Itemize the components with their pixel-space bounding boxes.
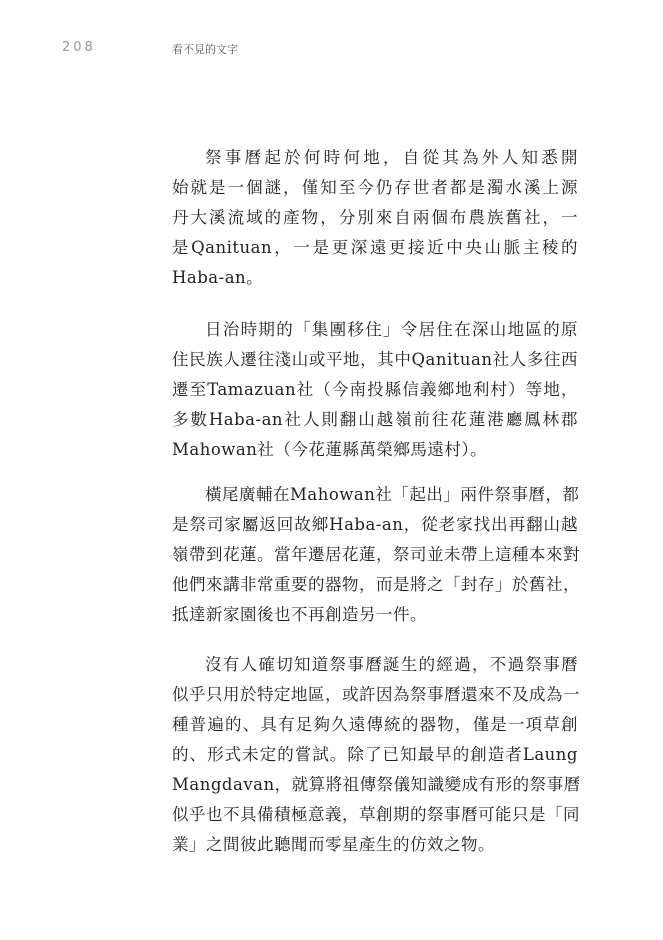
text-line: 丹大溪流域的產物，分別來自兩個布農族舊社，一 [172, 208, 578, 227]
text-line: 住民族人遷往淺山或平地，其中Qanituan社人多往西 [172, 350, 578, 369]
text-line: 他們來講非常重要的器物，而是將之「封存」於舊社， [172, 575, 580, 594]
paragraph [172, 143, 578, 293]
text-line: 祭事曆起於何時何地，自從其為外人知悉開 [205, 148, 578, 167]
text-line: 似乎只用於特定地區，或許因為祭事曆還來不及成為一 [172, 685, 580, 704]
running-title: 看不見的文字 [172, 43, 238, 56]
text-line: 嶺帶到花蓮。當年遷居花蓮，祭司並未帶上這種本來對 [172, 545, 580, 564]
text-line: 橫尾廣輔在Mahowan社「起出」兩件祭事曆，都 [205, 485, 580, 504]
text-line: 沒有人確切知道祭事曆誕生的經過，不過祭事曆 [205, 655, 578, 674]
text-line: 始就是一個謎，僅知至今仍存世者都是濁水溪上源 [172, 178, 578, 197]
text-line: 是Qanituan，一是更深遠更接近中央山脈主稜的 [172, 238, 578, 257]
text-line: Haba-an。 [172, 268, 264, 287]
text-line: 是祭司家屬返回故鄉Haba-an，從老家找出再翻山越 [172, 515, 578, 534]
paragraph [172, 650, 581, 860]
paragraph [172, 480, 578, 630]
text-line: 日治時期的「集團移住」令居住在深山地區的原 [205, 320, 578, 339]
text-line: 抵達新家園後也不再創造另一件。 [172, 605, 427, 624]
text-line: Mahowan社（今花蓮縣萬榮鄉馬遠村）。 [172, 440, 488, 459]
text-line: 的、形式未定的嘗試。除了已知最早的創造者Laung [172, 745, 578, 764]
page-number: 208 [62, 40, 96, 55]
text-line: 業」之間彼此聽聞而零星產生的仿效之物。 [172, 835, 495, 854]
text-line: 種普遍的、具有足夠久遠傳統的器物，僅是一項草創 [172, 715, 578, 734]
text-line: 遷至Tamazuan社（今南投縣信義鄉地利村）等地， [172, 380, 578, 399]
text-line: 似乎也不具備積極意義，草創期的祭事曆可能只是「同 [172, 805, 580, 824]
paragraph [172, 315, 578, 465]
text-line: Mangdavan，就算將祖傳祭儀知識變成有形的祭事曆 [172, 775, 581, 794]
text-line: 多數Haba-an社人則翻山越嶺前往花蓮港廳鳳林郡 [172, 410, 578, 429]
